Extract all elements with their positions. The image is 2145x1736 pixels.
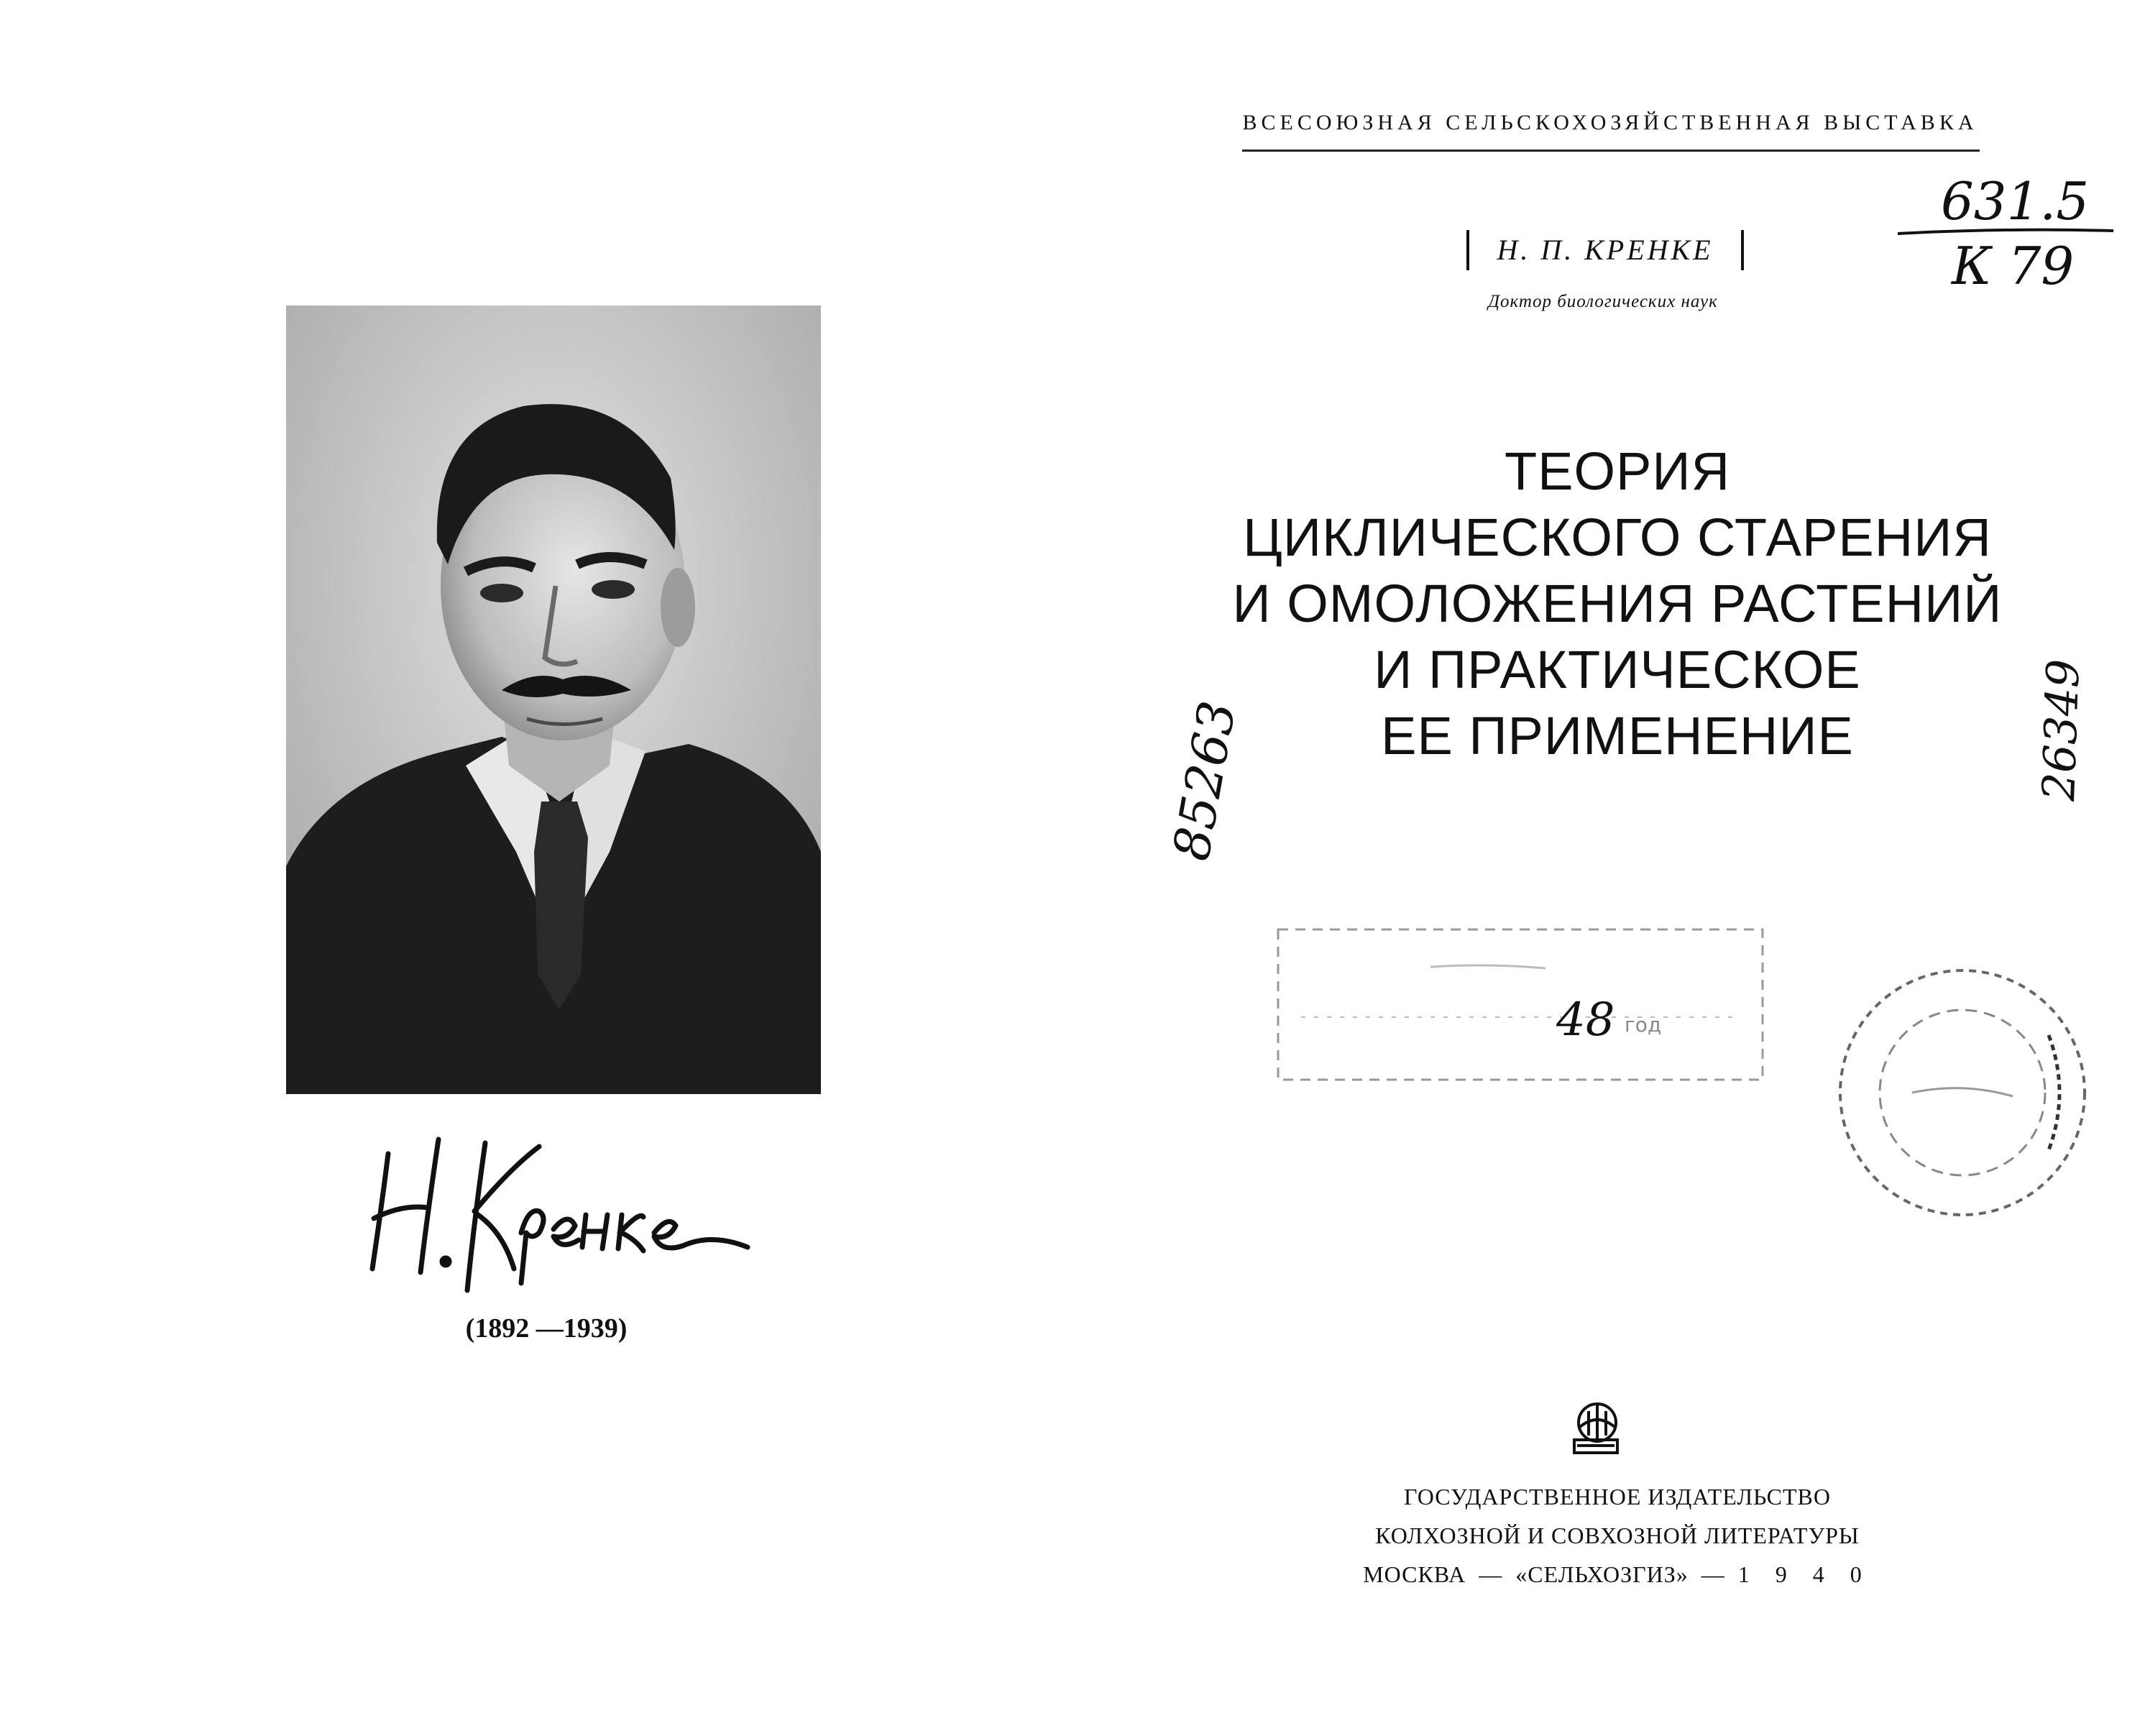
imprint-line xyxy=(1280,1555,1955,1594)
stamp-number: 48 xyxy=(1556,993,1615,1047)
title-line: ЦИКЛИЧЕСКОГО СТАРЕНИЯ xyxy=(1243,508,1992,567)
exhibition-header: ВСЕСОЮЗНАЯ СЕЛЬСКОХОЗЯЙСТВЕННАЯ ВЫСТАВКА xyxy=(1242,111,1978,134)
stamp-word: год xyxy=(1625,1013,1662,1037)
library-rect-stamp xyxy=(1272,924,1768,1085)
book-title xyxy=(1193,438,2041,769)
imprint-city: МОСКВА xyxy=(1363,1561,1466,1587)
title-line: И ПРАКТИЧЕСКОЕ xyxy=(1374,640,1861,699)
call-number-bottom: К 79 xyxy=(1952,236,2075,296)
round-library-stamp-icon xyxy=(1819,956,2106,1229)
publisher-line: КОЛХОЗНОЙ И СОВХОЗНОЙ ЛИТЕРАТУРЫ xyxy=(1375,1523,1860,1548)
portrait-photo-icon xyxy=(286,306,821,1094)
author-degree: Доктор биологических наук xyxy=(1488,292,1718,311)
publisher-line: ГОСУДАРСТВЕННОЕ ИЗДАТЕЛЬСТВО xyxy=(1404,1484,1831,1510)
handwritten-inventory-number-right xyxy=(2032,604,2124,805)
publisher-emblem-icon xyxy=(1570,1398,1622,1457)
title-line: ЕЕ ПРИМЕНЕНИЕ xyxy=(1381,706,1854,766)
life-dates: (1892 —1939) xyxy=(465,1313,628,1344)
call-number-top: 631.5 xyxy=(1941,171,2090,231)
signature-handwriting xyxy=(359,1125,762,1298)
author-name: Н. П. КРЕНКЕ xyxy=(1466,230,1744,270)
inventory-number-left: 85263 xyxy=(1161,697,1248,865)
imprint-dash: — xyxy=(1479,1561,1503,1587)
imprint-publisher: «СЕЛЬХОЗГИЗ» xyxy=(1515,1561,1689,1587)
handwritten-inventory-number-left xyxy=(1129,661,1248,870)
author-portrait xyxy=(286,306,821,1094)
imprint-dash: — xyxy=(1701,1561,1725,1587)
author-signature xyxy=(359,1125,762,1298)
library-call-number xyxy=(1883,162,2121,302)
title-line: ТЕОРИЯ xyxy=(1504,441,1731,501)
header-rule xyxy=(1242,150,1980,152)
title-line: И ОМОЛОЖЕНИЯ РАСТЕНИЙ xyxy=(1232,574,2003,633)
imprint-year: 1 9 4 0 xyxy=(1737,1561,1872,1587)
inventory-number-right: 26349 xyxy=(2032,658,2090,802)
publisher-block xyxy=(1280,1477,1955,1594)
